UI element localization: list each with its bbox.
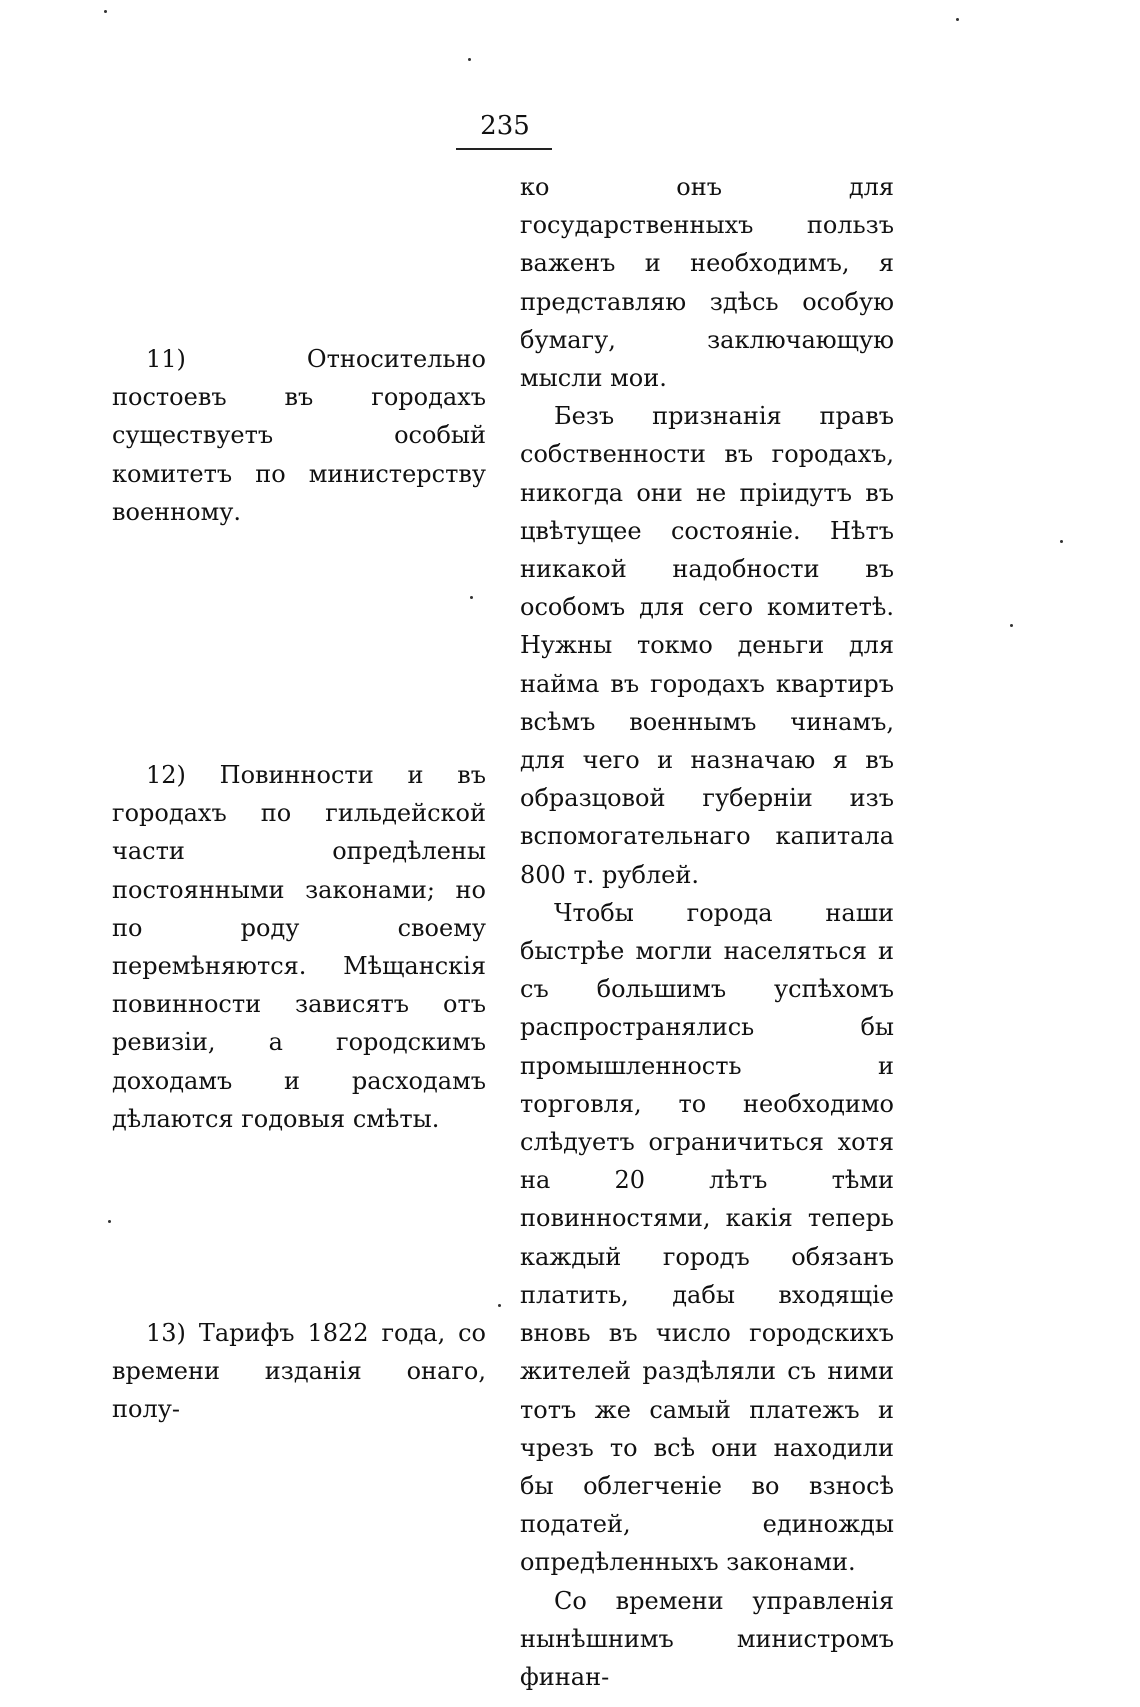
scan-speck (1060, 540, 1063, 543)
item-13: 13) Тарифъ 1822 года, со времени изданія онаго, полу- (112, 1319, 486, 1424)
right-column (520, 168, 894, 1696)
paragraph-property-rights: Безъ признанія правъ собственности въ городахъ, никогда они не пріидутъ въ цвѣтущее состояніе. Нѣтъ никакой надобности въ особомъ для сего комитетѣ. Нужны токмо деньги для найма въ городахъ квартиръ всѣмъ военнымъ чинамъ, для чего и назначаю я въ образцовой губерніи изъ вспомогательнаго капитала 800 т. рублей. (520, 402, 894, 889)
page-number: 235 (480, 111, 530, 141)
paragraph-city-duties: Чтобы города наши быстрѣе могли населяться и съ большимъ успѣхомъ распространялись бы промышленность и торговля, то необходимо слѣдуетъ ограничиться хотя на 20 лѣтъ тѣми повинностями, какія теперь каждый городъ обязанъ платить, дабы входящіе вновь въ число городскихъ жителей раздѣляли съ ними тотъ же самый платежъ и чрезъ то всѣ они находили бы облегченіе во взносѣ податей, единожды опредѣленныхъ законами. (520, 898, 894, 1577)
page-number-rule (456, 148, 552, 150)
item-11: 11) Относительно постоевъ въ городахъ существуетъ особый комитетъ по министерству военному. (112, 345, 486, 526)
scan-speck (470, 596, 473, 599)
scan-speck (104, 10, 107, 13)
scan-speck (468, 58, 471, 61)
paragraph-finance-minister: Со времени управленія нынѣшнимъ министромъ финан- (520, 1586, 894, 1691)
item-12: 12) Повинности и въ городахъ по гильдейской части опредѣлены постоянными законами; но по роду своему перемѣняются. Мѣщанскія повинности зависятъ отъ ревизіи, а городскимъ доходамъ и расходамъ дѣлаются годовыя смѣты. (112, 761, 486, 1133)
paragraph-continuation: ко онъ для государственныхъ пользъ важенъ и необходимъ, я представляю здѣсь особую бумагу, заключающую мысли мои. (520, 173, 894, 393)
scan-speck (498, 1304, 501, 1307)
scan-speck (1010, 624, 1013, 627)
scan-speck (956, 18, 959, 21)
scan-speck (108, 1220, 111, 1223)
